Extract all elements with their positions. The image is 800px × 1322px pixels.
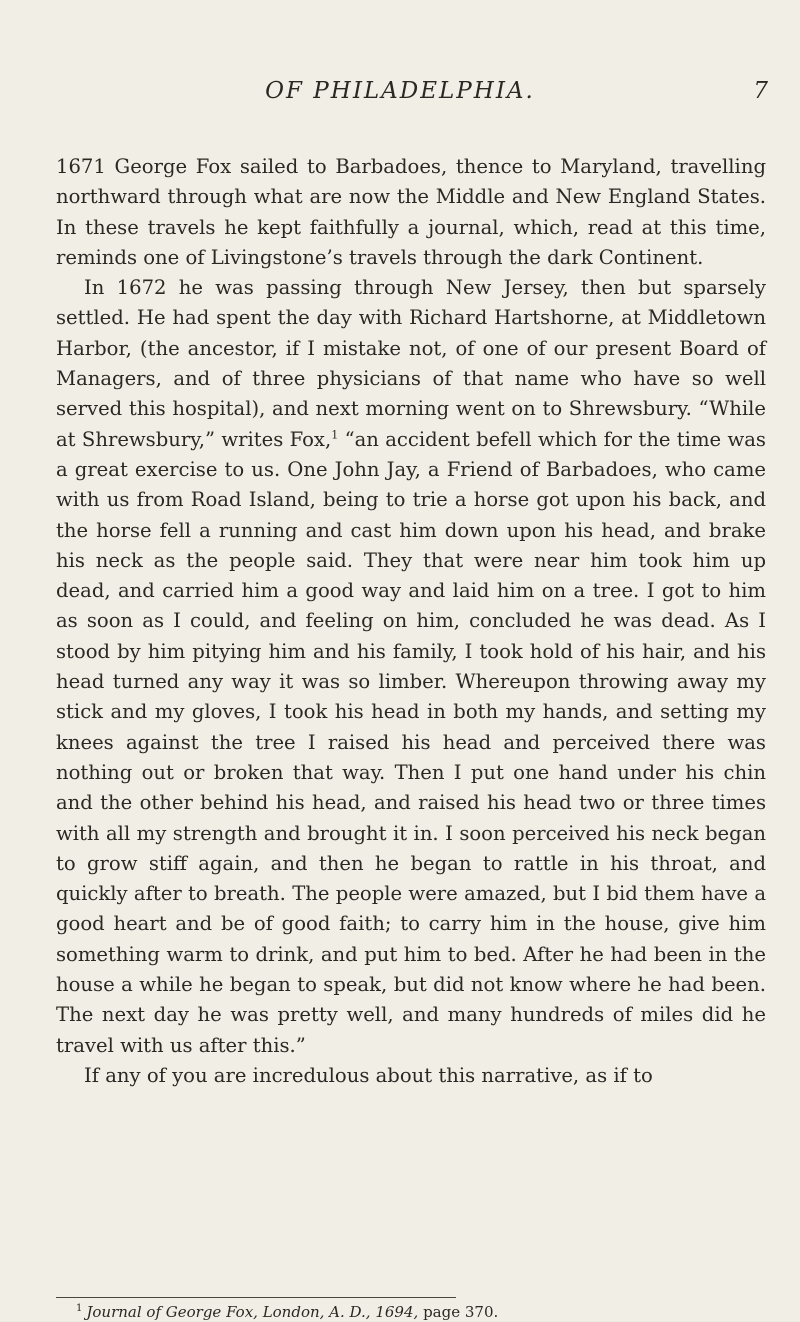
paragraph-2-text-a: In 1672 he was passing through New Jersey, then but sparsely settled. He had spent the day with Richard Hartshorne, at Middletown Harbor, (the ancestor, if I mistake not, of one of our present Board of Managers, and of three physicians of that name who have so well served this hospital), and next morning went on to Shrewsbury. “While at Shrewsbury,” writes Fox,	[56, 276, 766, 451]
running-head: OF PHILADELPHIA.	[265, 78, 535, 104]
page-number: 7	[753, 78, 768, 104]
paragraph-2-text-b: “an accident befell which for the time was a great exercise to us. One John Jay, a Friend of Barbadoes, who came with us from Road Island, being to trie a horse got upon his back, and the horse fell a running and cast him down upon his head, and brake his neck as the people said. They that were near him took him up dead, and carried him a good way and laid him on a tree. I got to him as soon as I could, and feeling on him, concluded he was dead. As I stood by him pitying him and his family, I took hold of his hair, and his head turned any way it was so limber. Whereupon throwing away my stick and my gloves, I took his head in both my hands, and setting my knees against the tree I raised his head and perceived there was nothing out or broken that way. Then I put one hand under his chin and the other behind his head, and raised his head two or three times with all my strength and brought it in. I soon perceived his neck began to grow stiff again, and then he began to rattle in his throat, and quickly after to breath. The people were amazed, but I bid them have a good heart and be of good faith; to carry him in the house, give him something warm to drink, and put him to bed. After he had been in the house a while he began to speak, but did not know where he had been. The next day he was pretty well, and many hundreds of miles did he travel with us after this.”	[56, 427, 766, 1057]
footnote-title: Journal of George Fox, London, A. D., 1694,	[86, 1303, 419, 1321]
paragraph-1: 1671 George Fox sailed to Barbadoes, thence to Maryland, travelling northward through what are now the Middle and New England States. In these travels he kept faithfully a journal, which, read at this time, reminds one of Livingstone’s travels through the dark Continent.	[56, 155, 766, 269]
paragraph-2	[56, 273, 766, 1061]
footnote	[76, 1299, 776, 1322]
footnote-page-ref: page 370.	[423, 1303, 499, 1321]
paragraph-3: If any of you are incredulous about this narrative, as if to	[84, 1063, 653, 1087]
footnote-number: 1	[76, 1303, 83, 1314]
page-header	[0, 78, 800, 114]
footnote-ref: 1	[331, 428, 339, 442]
body-text	[56, 152, 766, 1091]
footnote-rule	[56, 1297, 456, 1298]
